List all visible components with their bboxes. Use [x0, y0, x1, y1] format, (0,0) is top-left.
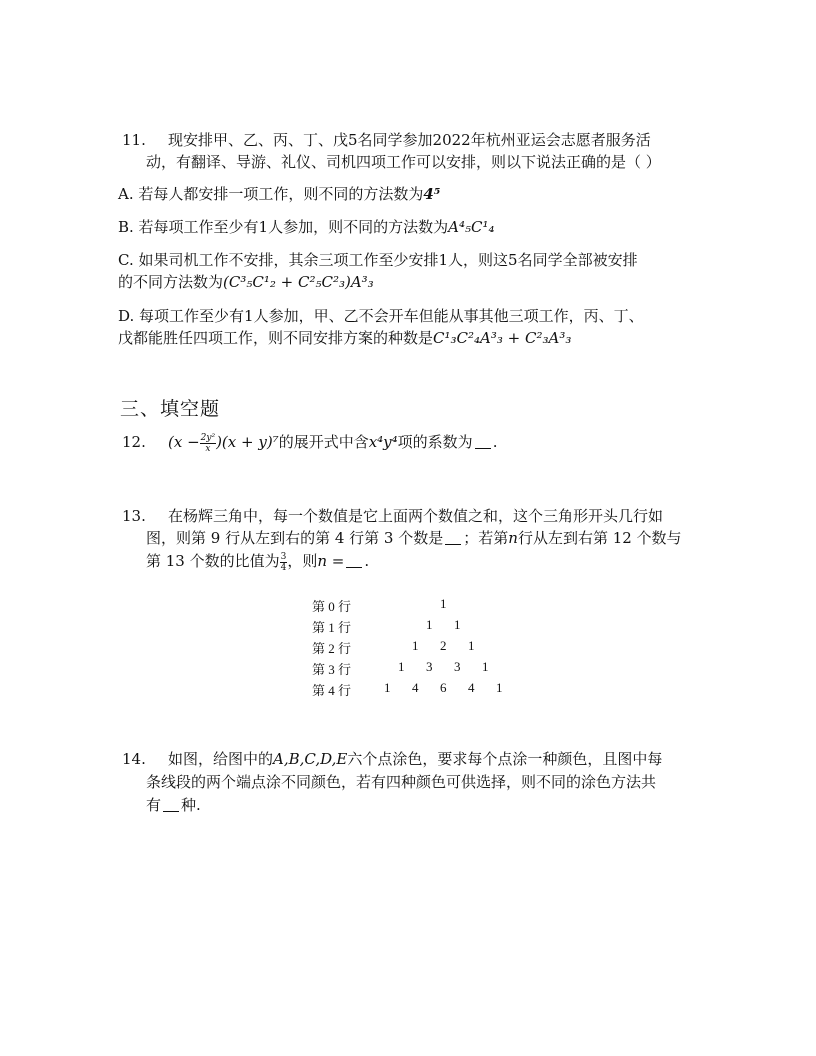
triangle-value: 1: [440, 596, 447, 611]
q14-line2: 条线段的两个端点涂不同颜色，若有四种颜色可供选择，则不同的涂色方法共: [146, 773, 657, 791]
q14-line3: 有 种.: [146, 796, 201, 814]
triangle-value: 1: [454, 617, 461, 632]
q13-line1: 13. 在杨辉三角中，每一个数值是它上面两个数值之和，这个三角形开头几行如: [122, 507, 664, 525]
q11-option-b: B. 若每项工作至少有1人参加，则不同的方法数为A⁴₅C¹₄: [118, 218, 495, 236]
q11-option-c-line1: C. 如果司机工作不安排，其余三项工作至少安排1人，则这5名同学全部被安排: [118, 251, 638, 269]
triangle-row-label: 第 2 行: [312, 641, 352, 656]
q11-option-d-line2: 戊都能胜任四项工作，则不同安排方案的种数是C¹₃C²₄A³₃ + C²₃A³₃: [118, 329, 572, 347]
q11-line1: 11. 现安排甲、乙、丙、丁、戊5名同学参加2022年杭州亚运会志愿者服务活: [122, 131, 651, 149]
triangle-value: 1: [468, 638, 475, 653]
triangle-value: 1: [384, 680, 391, 695]
triangle-row-label: 第 3 行: [312, 662, 352, 677]
triangle-row-label: 第 4 行: [312, 683, 352, 698]
triangle-value: 1: [398, 659, 405, 674]
triangle-value: 1: [426, 617, 433, 632]
q12-fraction: $\frac{\text{2y²}}{x}$: [200, 432, 216, 454]
triangle-value: 3: [454, 659, 461, 674]
pascal-triangle-figure: [312, 596, 532, 706]
q13-number: 13.: [122, 507, 146, 525]
q13-line2: 图，则第 9 行从左到右的第 4 行第 3 个数是 ；若第n行从左到右第 12 个数与: [146, 529, 682, 547]
q13-answer-blank-1[interactable]: [445, 530, 461, 545]
q14-number: 14.: [122, 750, 146, 768]
q13-fraction: $\frac{3}{4}$: [280, 551, 287, 573]
triangle-value: 1: [412, 638, 419, 653]
triangle-value: 1: [482, 659, 489, 674]
q12-line: 12. (x − $\frac{\text{2y²}}{x}$ )(x + y)⁷的展开式中含x⁴y⁴项的系数为 .: [122, 432, 498, 454]
q11-number: 11.: [122, 131, 146, 149]
q12-answer-blank[interactable]: [475, 434, 491, 449]
triangle-value: 4: [468, 680, 475, 695]
q11-line2: 动，有翻译、导游、礼仪、司机四项工作可以安排，则以下说法正确的是（ ）: [146, 153, 661, 171]
triangle-value: 2: [440, 638, 447, 653]
q13-answer-blank-2[interactable]: [346, 553, 362, 568]
q14-line1: 14. 如图，给图中的A,B,C,D,E六个点涂色，要求每个点涂一种颜色，且图中每: [122, 750, 663, 768]
q14-answer-blank[interactable]: [163, 797, 179, 812]
triangle-value: 4: [412, 680, 419, 695]
triangle-value: 1: [496, 680, 503, 695]
q12-number: 12.: [122, 433, 146, 451]
q11-option-a: A. 若每人都安排一项工作，则不同的方法数为4⁵: [118, 185, 441, 203]
q11-option-c-line2: 的不同方法数为(C³₅C¹₂ + C²₅C²₃)A³₃: [118, 273, 374, 291]
triangle-row-label: 第 1 行: [312, 620, 352, 635]
section-title: 三、填空题: [120, 398, 221, 420]
triangle-value: 6: [440, 680, 447, 695]
q13-line3: 第 13 个数的比值为 $\frac{3}{4}$ ，则n = .: [146, 551, 370, 573]
q11-option-d-line1: D. 每项工作至少有1人参加，甲、乙不会开车但能从事其他三项工作，丙、丁、: [118, 307, 644, 325]
triangle-value: 3: [426, 659, 433, 674]
triangle-row-label: 第 0 行: [312, 599, 352, 614]
